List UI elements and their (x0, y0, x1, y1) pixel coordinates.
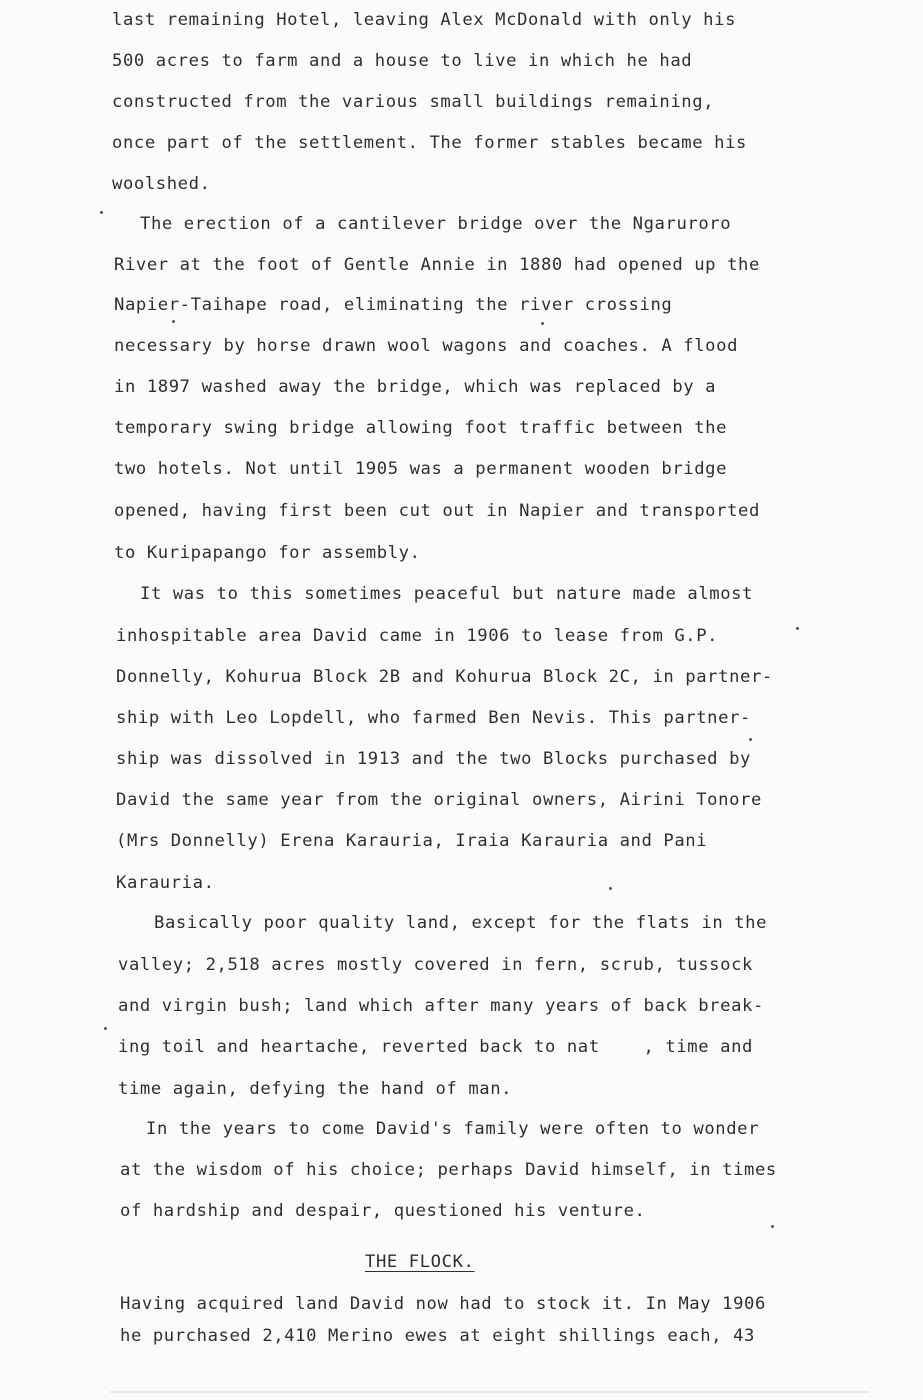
text-line: to Kuripapango for assembly. (114, 543, 421, 563)
text-line: In the years to come David's family were often to wonder (146, 1119, 760, 1139)
text-line: temporary swing bridge allowing foot traffic between the (114, 418, 728, 438)
scan-speck (749, 738, 752, 741)
text-line: at the wisdom of his choice; perhaps David himself, in times (120, 1160, 777, 1180)
scan-speck (609, 887, 612, 890)
text-line: ship with Leo Lopdell, who farmed Ben Nevis. This partner- (116, 708, 751, 728)
text-line: 500 acres to farm and a house to live in which he had (112, 51, 693, 71)
text-line: River at the foot of Gentle Annie in 1880 had opened up the (114, 255, 760, 275)
text-line: opened, having first been cut out in Napier and transported (114, 501, 760, 521)
text-line: (Mrs Donnelly) Erena Karauria, Iraia Karauria and Pani (116, 831, 708, 851)
text-line: Napier-Taihape road, eliminating the river crossing (114, 295, 673, 315)
scan-speck (541, 322, 544, 325)
text-line: The erection of a cantilever bridge over the Ngaruroro (140, 214, 732, 234)
text-line: It was to this sometimes peaceful but nature made almost (140, 584, 754, 604)
text-line: once part of the settlement. The former stables became his (112, 133, 747, 153)
text-line: Donnelly, Kohurua Block 2B and Kohurua Block 2C, in partner- (116, 667, 773, 687)
text-line: Having acquired land David now had to stock it. In May 1906 (120, 1294, 766, 1314)
text-line: time again, defying the hand of man. (118, 1079, 513, 1099)
text-line: David the same year from the original owners, Airini Tonore (116, 790, 762, 810)
text-line: woolshed. (112, 174, 211, 194)
scan-speck (172, 320, 175, 323)
text-line: ing toil and heartache, reverted back to nat , time and (118, 1037, 753, 1057)
text-line: Basically poor quality land, except for the flats in the (154, 913, 768, 933)
text-line: he purchased 2,410 Merino ewes at eight shillings each, 43 (120, 1326, 755, 1346)
text-line: last remaining Hotel, leaving Alex McDonald with only his (112, 10, 737, 30)
text-line: and virgin bush; land which after many years of back break- (118, 996, 764, 1016)
text-line: valley; 2,518 acres mostly covered in fern, scrub, tussock (118, 955, 753, 975)
text-line: two hotels. Not until 1905 was a permanent wooden bridge (114, 459, 728, 479)
page-edge-shadow (110, 1391, 870, 1393)
text-line: Karauria. (116, 873, 215, 893)
text-line: inhospitable area David came in 1906 to lease from G.P. (116, 626, 719, 646)
text-line: constructed from the various small buildings remaining, (112, 92, 715, 112)
scan-speck (100, 211, 103, 214)
scan-speck (771, 1225, 774, 1228)
text-line: necessary by horse drawn wool wagons and coaches. A flood (114, 336, 739, 356)
text-line: of hardship and despair, questioned his venture. (120, 1201, 646, 1221)
text-line: ship was dissolved in 1913 and the two Blocks purchased by (116, 749, 751, 769)
section-heading: THE FLOCK. (365, 1252, 475, 1272)
text-line: in 1897 washed away the bridge, which was replaced by a (114, 377, 717, 397)
scan-speck (104, 1027, 107, 1030)
scan-speck (796, 627, 799, 630)
